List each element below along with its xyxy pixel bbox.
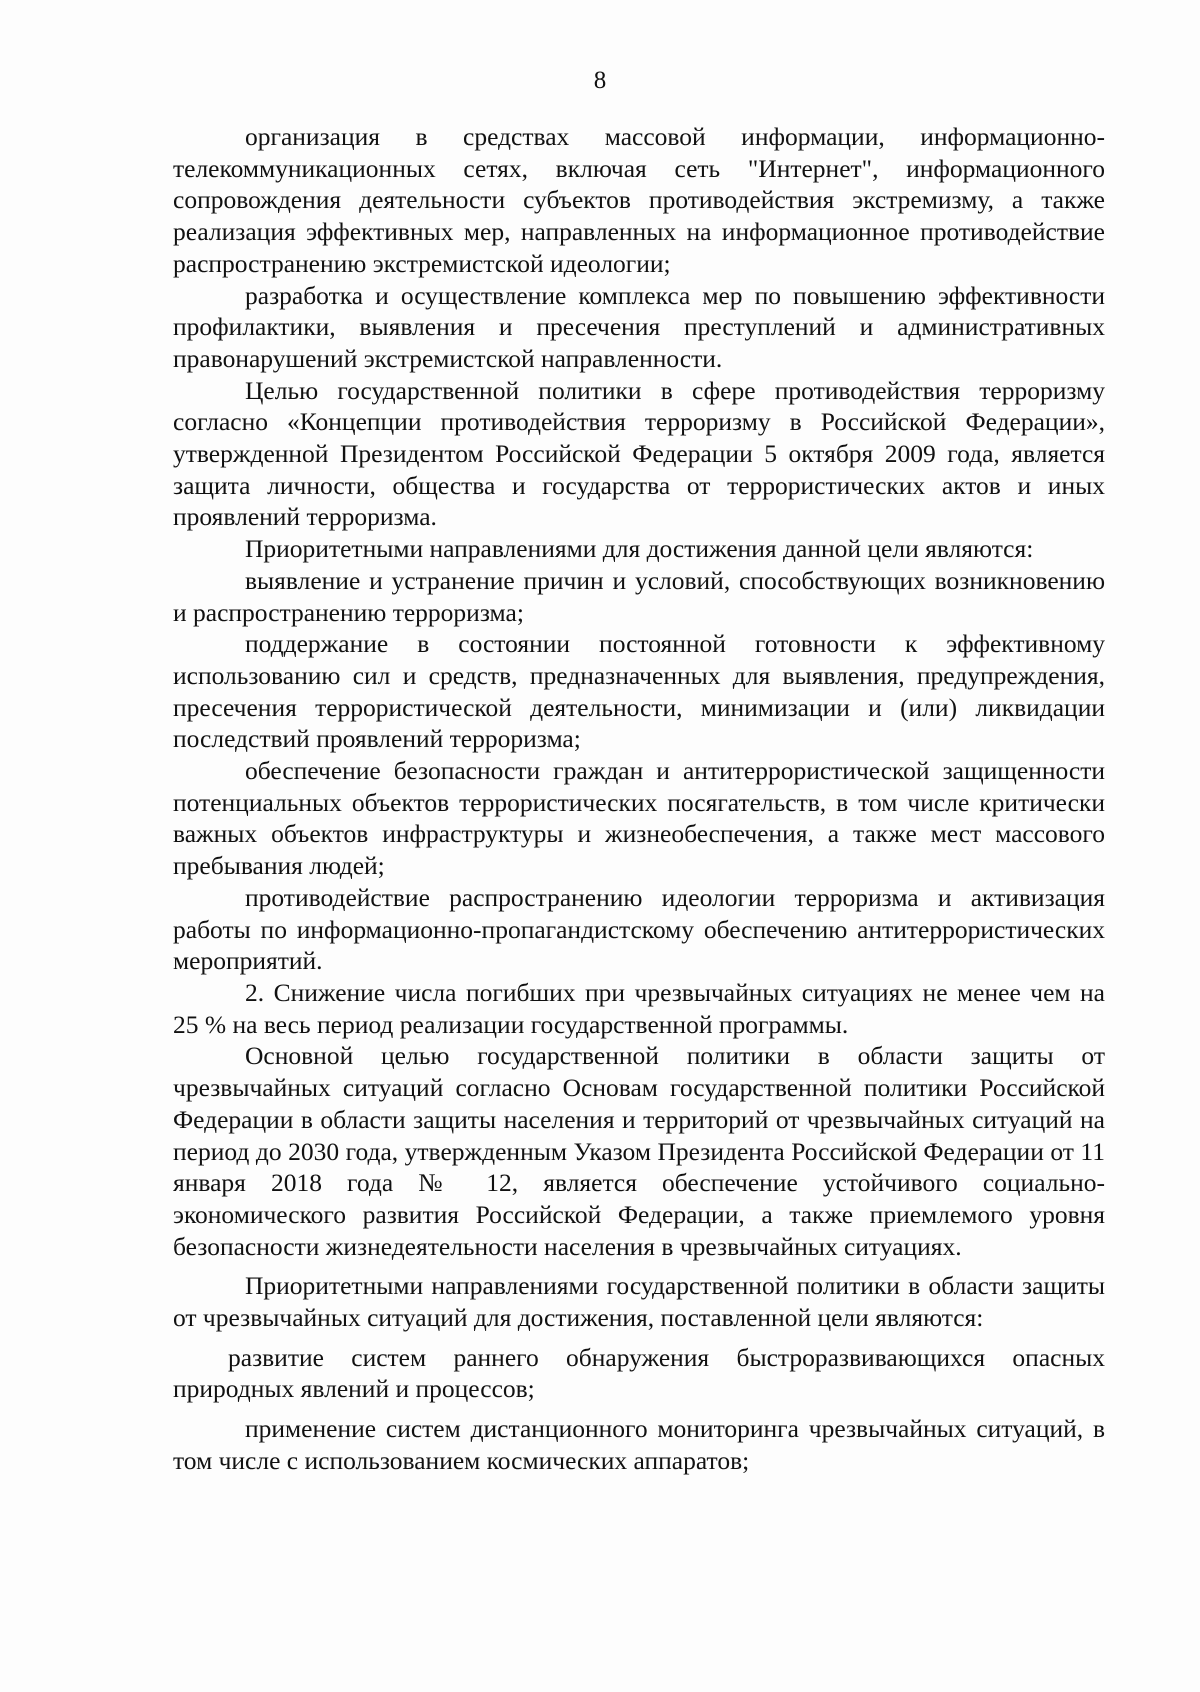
paragraph-reduce-deaths: 2. Снижение числа погибших при чрезвычайных ситуациях не менее чем на 25 % на весь период реализации государственной программы.	[173, 977, 1105, 1039]
paragraph-citizen-safety: обеспечение безопасности граждан и антитеррористической защищенности потенциальных объектов террористических посягательств, в том числе критически важных объектов инфраструктуры и жизнеобеспечения, а также мест массового пребывания людей;	[173, 756, 1105, 881]
paragraph-emergency-priorities: Приоритетными направлениями государственной политики в области защиты от чрезвычайных ситуаций для достижения, поставленной цели являются:	[173, 1271, 1105, 1333]
paragraph-terrorism-policy-goal: Целью государственной политики в сфере противодействия терроризму согласно «Концепции противодействия терроризму в Российской Федерации», утвержденной Президентом Российской Федерации 5 октября 2009 года, является защита личности, общества и государства от террористических актов и иных проявлений терроризма.	[173, 375, 1105, 532]
paragraph-counter-ideology: противодействие распространению идеологии терроризма и активизация работы по информационно-пропагандистскому обеспечению антитеррористических мероприятий.	[173, 882, 1105, 976]
page-number: 8	[593, 67, 607, 94]
paragraph-early-detection: развитие систем раннего обнаружения быстроразвивающихся опасных природных явлений и процессов;	[173, 1342, 1105, 1404]
paragraph-priority-directions: Приоритетными направлениями для достижения данной цели являются:	[245, 534, 1034, 564]
paragraph-emergency-policy-goal: Основной целью государственной политики в области защиты от чрезвычайных ситуаций согласно Основам государственной политики Российской Федерации в области защиты населения и территорий от чрезвычайных ситуаций на период до 2030 года, утвержденным Указом Президента Российской Федерации от 11 января 2018 года № 12, является обеспечение устойчивого социально-экономического развития Российской Федерации, а также приемлемого уровня безопасности жизнедеятельности населения в чрезвычайных ситуациях.	[173, 1041, 1105, 1261]
paragraph-remote-monitoring: применение систем дистанционного мониторинга чрезвычайных ситуаций, в том числе с использованием космических аппаратов;	[173, 1414, 1105, 1475]
document-body	[173, 121, 1105, 1477]
paragraph-prevention-measures: разработка и осуществление комплекса мер по повышению эффективности профилактики, выявления и пресечения преступлений и административных правонарушений экстремистской направленности.	[173, 280, 1105, 373]
paragraph-readiness: поддержание в состоянии постоянной готовности к эффективному использованию сил и средств, предназначенных для выявления, предупреждения, пресечения террористической деятельности, минимизации и (или) ликвидации последствий проявлений терроризма;	[173, 629, 1105, 754]
paragraph-info-support: организация в средствах массовой информации, информационно-телекоммуникационных сетях, включая сеть "Интернет", информационного сопровождения деятельности субъектов противодействия экстремизму, а также реализация эффективных мер, направленных на информационное противодействие распространению экстремистской идеологии;	[173, 122, 1105, 278]
paragraph-identify-causes: выявление и устранение причин и условий, способствующих возникновению и распространению терроризма;	[173, 565, 1105, 627]
